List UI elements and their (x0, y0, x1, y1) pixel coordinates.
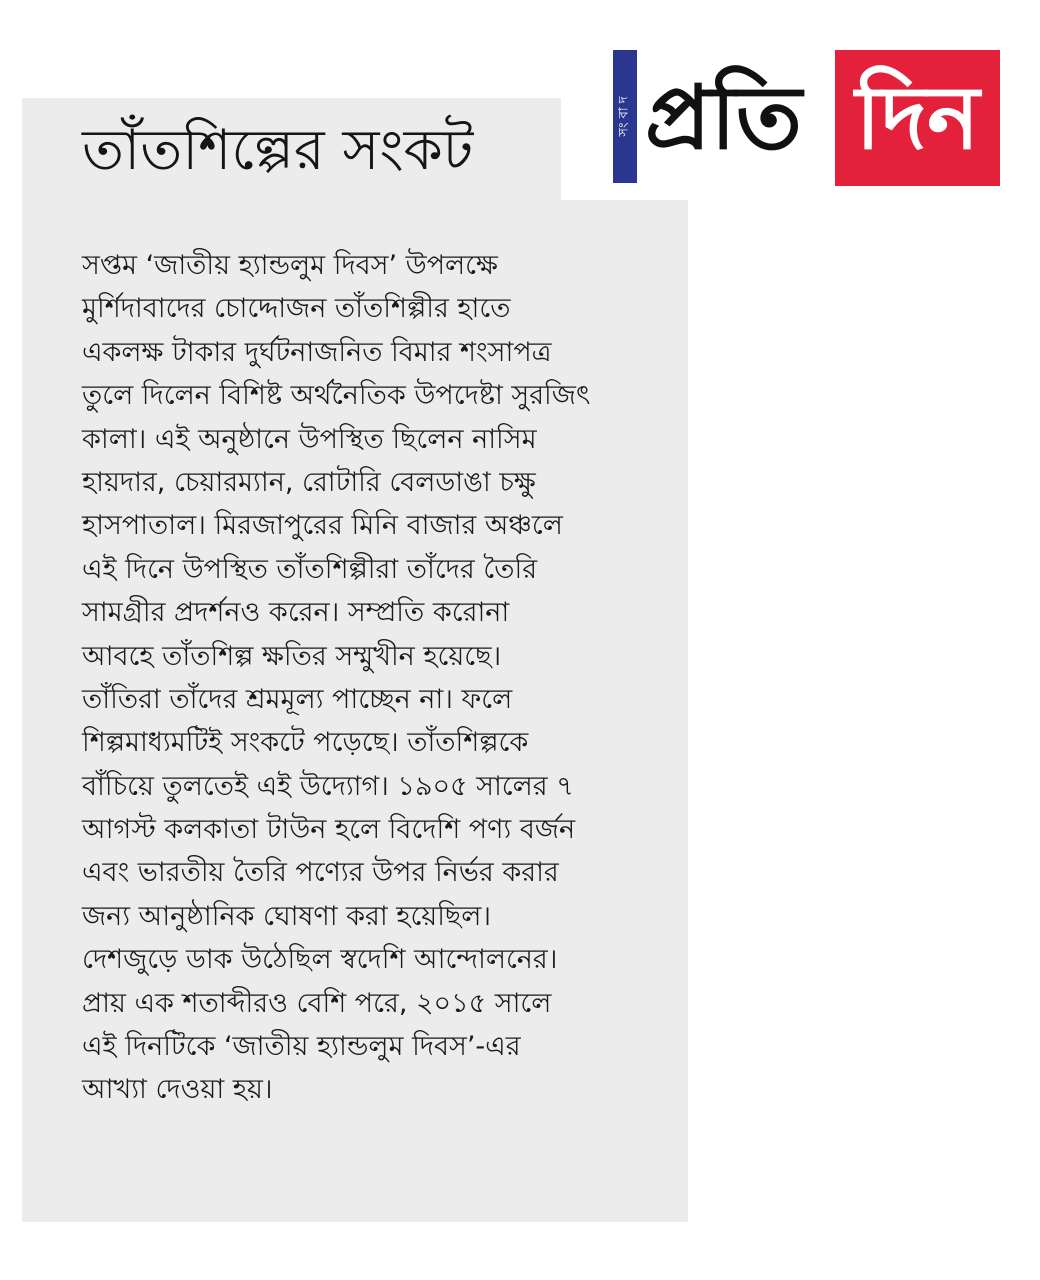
masthead-red-block (835, 50, 1000, 186)
article-line: আখ্যা দেওয়া হয়। (82, 1074, 273, 1106)
article-line: আবহে তাঁতশিল্প ক্ষতির সম্মুখীন হয়েছে। (82, 640, 502, 672)
article-headline: তাঁতশিল্পের সংকট (82, 118, 474, 183)
article-line: হায়দার, চেয়ারম্যান, রোটারি বেলডাঙা চক্ষু (82, 466, 536, 498)
article-line: তুলে দিলেন বিশিষ্ট অর্থনৈতিক উপদেষ্টা সুরজিৎ (82, 380, 591, 412)
article-body (82, 244, 682, 1112)
article-line: এই দিনটিকে ‘জাতীয় হ্যান্ডলুম দিবস’-এর (82, 1031, 521, 1063)
article-line: দেশজুড়ে ডাক উঠেছিল স্বদেশি আন্দোলনের। (82, 944, 558, 976)
masthead-logo-right: দিন (855, 66, 980, 169)
article-line: একলক্ষ টাকার দুর্ঘটনাজনিত বিমার শংসাপত্র (82, 336, 552, 368)
article-line: শিল্পমাধ্যমটিই সংকটে পড়েছে। তাঁতশিল্পকে (82, 727, 529, 759)
article-line: হাসপাতাল। মিরজাপুরের মিনি বাজার অঞ্চলে (82, 510, 563, 542)
newspaper-masthead (561, 40, 1001, 200)
article-line: এবং ভারতীয় তৈরি পণ্যের উপর নির্ভর করার (82, 857, 559, 889)
article-line: আগস্ট কলকাতা টাউন হলে বিদেশি পণ্য বর্জন (82, 814, 576, 846)
masthead-side-label: সং বা দ (616, 96, 632, 137)
article-line: প্রায় এক শতাব্দীরও বেশি পরে, ২০১৫ সালে (82, 987, 552, 1019)
masthead-logo-left: প্রতি (645, 66, 802, 169)
article-line: এই দিনে উপস্থিত তাঁতশিল্পীরা তাঁদের তৈরি (82, 553, 538, 585)
article-line: সামগ্রীর প্রদর্শনও করেন। সম্প্রতি করোনা (82, 597, 510, 629)
article-line: তাঁতিরা তাঁদের শ্রমমূল্য পাচ্ছেন না। ফলে (82, 683, 513, 715)
article-line: কালা। এই অনুষ্ঠানে উপস্থিত ছিলেন নাসিম (82, 423, 537, 455)
masthead-side-strip (613, 50, 637, 183)
article-line: মুর্শিদাবাদের চোদ্দোজন তাঁতশিল্পীর হাতে (82, 293, 511, 325)
article-line: জন্য আনুষ্ঠানিক ঘোষণা করা হয়েছিল। (82, 900, 492, 932)
article-line: বাঁচিয়ে তুলতেই এই উদ্যোগ। ১৯০৫ সালের ৭ (82, 770, 574, 802)
article-line: সপ্তম ‘জাতীয় হ্যান্ডলুম দিবস’ উপলক্ষে (82, 250, 498, 281)
